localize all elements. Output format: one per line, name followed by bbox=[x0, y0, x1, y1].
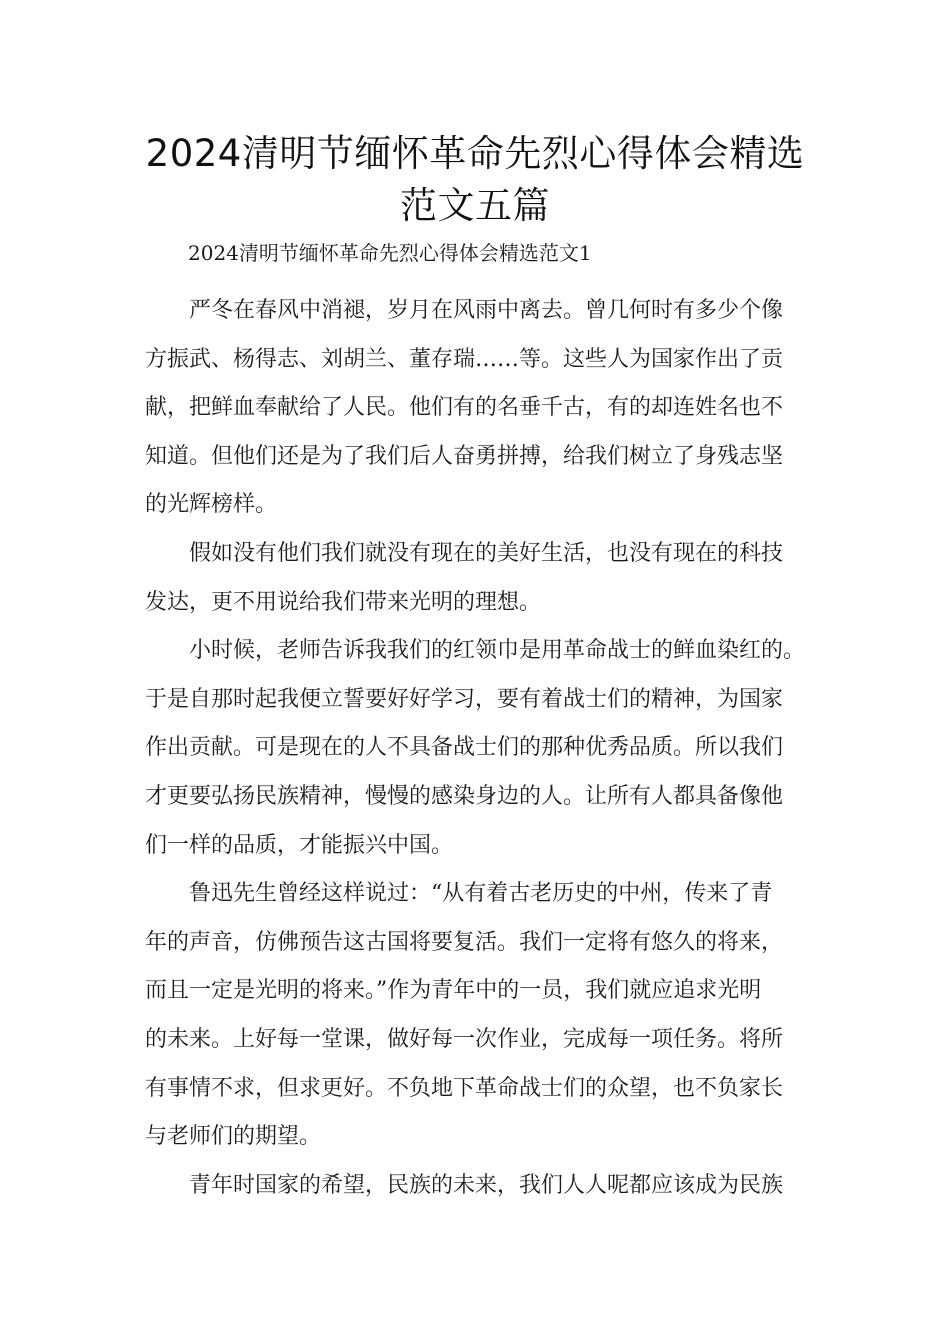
text-line: 有事情不求，但求更好。不负地下革命战士们的众望，也不负家长 bbox=[145, 1075, 784, 1101]
document-title bbox=[120, 128, 830, 232]
title-line: 范文五篇 bbox=[400, 184, 550, 227]
text-line: 献，把鲜血奉献给了人民。他们有的名垂千古，有的却连姓名也不 bbox=[145, 395, 784, 421]
text-line: 们一样的品质，才能振兴中国。 bbox=[145, 832, 454, 858]
text-line: 方振武、杨得志、刘胡兰、董存瑞……等。这些人为国家作出了贡 bbox=[145, 346, 784, 372]
paragraph bbox=[145, 870, 810, 1162]
text-line: 严冬在春风中消褪，岁月在风雨中离去。曾几何时有多少个像 bbox=[189, 298, 784, 323]
section-subtitle: 2024清明节缅怀革命先烈心得体会精选范文1 bbox=[188, 241, 592, 265]
text-line: 发达，更不用说给我们带来光明的理想。 bbox=[145, 589, 542, 615]
paragraph bbox=[145, 627, 810, 870]
text-line: 青年时国家的希望，民族的未来，我们人人呢都应该成为民族 bbox=[189, 1172, 784, 1198]
title-line: 2024清明节缅怀革命先烈心得体会精选 bbox=[145, 132, 805, 175]
text-line: 年的声音，仿佛预告这古国将要复活。我们一定将有悠久的将来， bbox=[145, 929, 784, 955]
text-line: 小时候，老师告诉我我们的红领巾是用革命战士的鲜血染红的。 bbox=[189, 638, 806, 664]
text-line: 与老师们的期望。 bbox=[145, 1124, 322, 1150]
text-line: 的光辉榜样。 bbox=[145, 492, 278, 518]
document-body bbox=[145, 287, 810, 1210]
paragraph bbox=[145, 530, 810, 627]
text-line: 作出贡献。可是现在的人不具备战士们的那种优秀品质。所以我们 bbox=[145, 735, 784, 761]
text-line: 的未来。上好每一堂课，做好每一次作业，完成每一项任务。将所 bbox=[145, 1026, 784, 1052]
paragraph bbox=[145, 287, 810, 530]
text-line: 知道。但他们还是为了我们后人奋勇拼搏，给我们树立了身残志坚 bbox=[145, 443, 784, 469]
text-line: 而且一定是光明的将来。”作为青年中的一员，我们就应追求光明 bbox=[145, 978, 762, 1004]
paragraph bbox=[145, 1162, 810, 1211]
text-line: 才更要弘扬民族精神，慢慢的感染身边的人。让所有人都具备像他 bbox=[145, 783, 784, 809]
text-line: 鲁迅先生曾经这样说过：“从有着古老历史的中州，传来了青 bbox=[189, 881, 773, 907]
text-line: 假如没有他们我们就没有现在的美好生活，也没有现在的科技 bbox=[189, 540, 784, 566]
text-line: 于是自那时起我便立誓要好好学习，要有着战士们的精神，为国家 bbox=[145, 686, 784, 712]
